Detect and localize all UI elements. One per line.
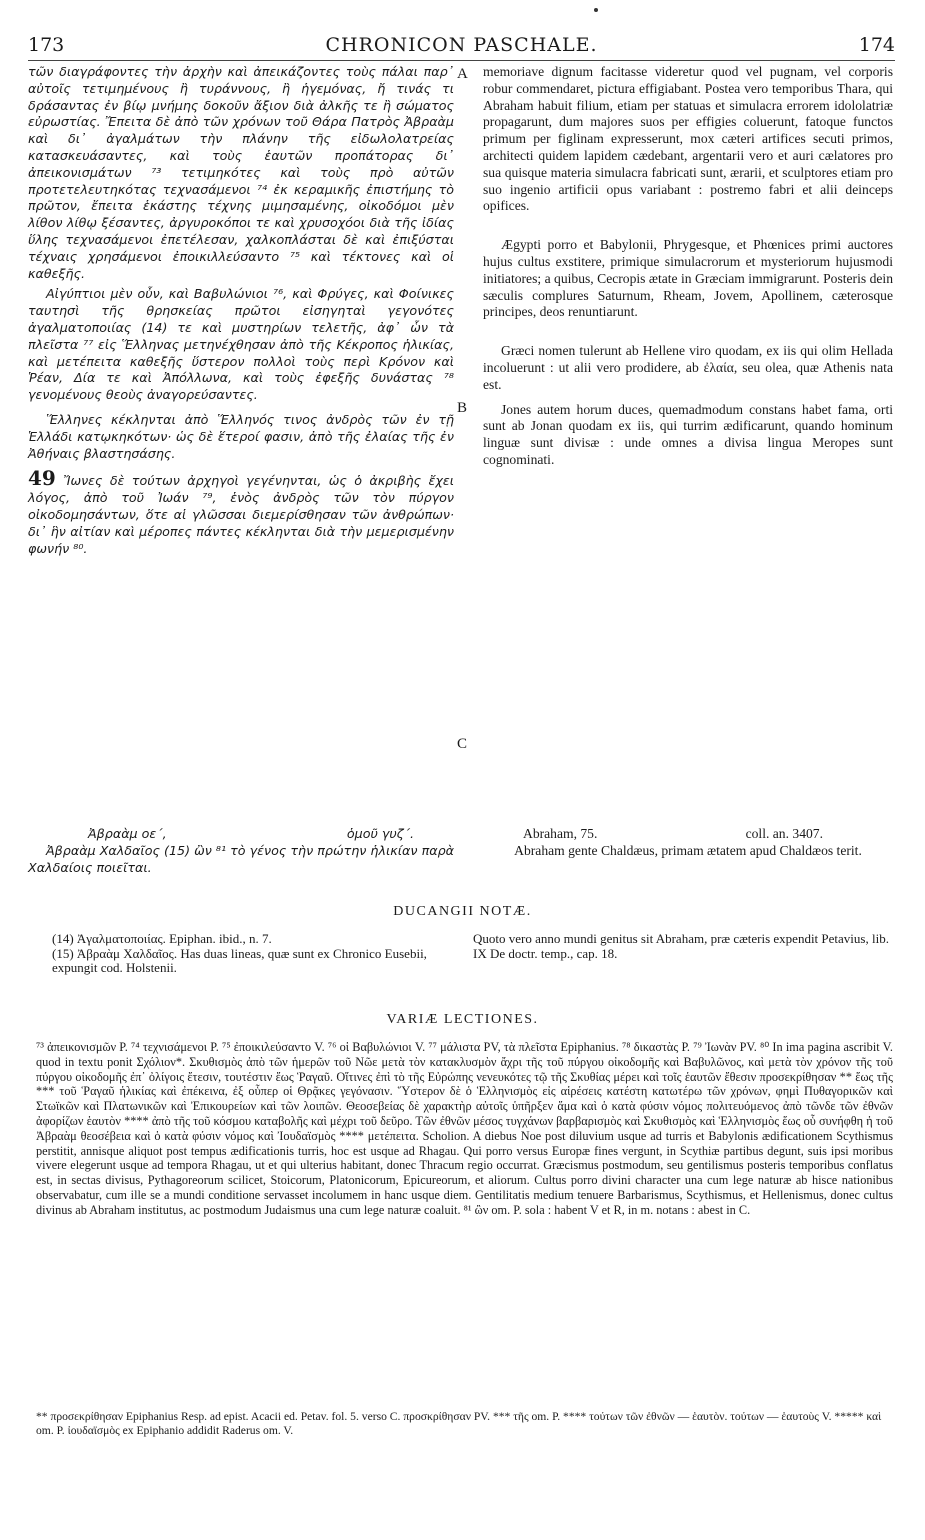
greek-paragraph-text: Ἴωνες δὲ τούτων ἀρχηγοὶ γεγένηνται, ὡς ὁ ἀκριβὴς ἔχει λόγος, ἀπὸ τοῦ Ἰωάν ⁷⁹, ἑνὸς ἀνδρὸς τῶν τὸν πύργον οἰκοδομησάντων, ὅτε αἱ γλῶσσαι διεμερίσθησαν τῶν ἀνθρώπων· δι᾽ ἣν αἰτίαν καὶ μέροπες πάντες κέκληνται διὰ τὴν μεμερισμένην φωνήν ⁸⁰. [28,473,454,556]
greek-paragraph: τῶν διαγράφοντες τὴν ἀρχὴν καὶ ἀπεικάζοντες τοὺς πάλαι παρ᾽ αὐτοῖς τετιμημένους ἢ τυράννους, ἢ ἡγεμόνας, ἤ τινάς τι δράσαντας ἐν βίῳ μνήμης δοκοῦν ἄξιον διὰ ἀλκῆς τε ἢ σώματος εὐρωστίας. Ἔπειτα δὲ ἀπὸ τῶν χρόνων τοῦ Θάρα Πατρὸς Ἀβραὰμ καὶ δι᾽ ἀγαλμάτων τὴν πλάνην τῆς εἰδωλολατρείας κατασκευάσαντες, καὶ τοὺς ἑαυτῶν προπάτορας δι᾽ ἀπεικονισμάτων ⁷³ τετιμηκότες καὶ τοὺς πρὸ αὐτῶν προτετελευτηκότας τεχνασάμενοι ⁷⁴ ἐκ κεραμικῆς ἐπιστήμης τὸ πρῶτον, ἔπειτα ἑκάστης τέχνης μιμησαμένης, οἰκοδόμοι μὲν λίθον λίθῳ ξέσαντες, ἀργυροκόποι τε καὶ χρυσοχόοι διὰ τῆς ἰδίας ὕλης τεχνασάμενοι ἐπετέλεσαν, χαλκοπλάσται δὲ καὶ ἐπιξύσται τέχναις χρησάμενοι ἐποικιλλεύσαντο ⁷⁵ καὶ τέκτονες καὶ οἱ καθεξῆς. [28,64,454,281]
note-15-continued: Quoto vero anno mundi genitus sit Abraham, præ cæteris expendit Petavius, lib. IX De doctr. temp., cap. 18. [473,931,889,961]
abraham-year-line [28,826,454,843]
section-number: 49 [28,466,56,491]
abraham-year-latin: Abraham, 75. [523,826,598,841]
footnote-text: ** προσεκρίθησαν Epiphanius Resp. ad epist. Acacii ed. Petav. fol. 5. verso C. προσκρίθησαν PV. *** τῆς om. P. **** τούτων τῶν ἐθνῶν — ἑαυτὸν. τούτων — ἑαυτοὺς V. ***** καὶ om. P. ἰουδαϊσμὸς ex Epiphanio addidit Raderus om. V. [36,1410,882,1437]
header-rule [28,60,895,61]
latin-paragraph: Jones autem horum duces, quemadmodum constans habet fama, orti sunt ab Jonan quodam ex iis, qui turrim ædificarunt, quando hominum linguæ sunt divisæ : unde omnes a divisa lingua Meropes sunt cognominati. [483,401,893,467]
latin-paragraph: Græci nomen tulerunt ab Hellene viro quodam, ex iis qui olim Hellada incoluerunt : ut alii vero prodidere, ab ἐλαία, seu olea, quæ Athenis nata est. [483,343,893,392]
greek-paragraph: Αἰγύπτιοι μὲν οὖν, καὶ Βαβυλώνιοι ⁷⁶, καὶ Φρύγες, καὶ Φοίνικες ταυτησὶ τῆς θρησκείας πρῶτοι εἰσηγηταὶ γεγονότες ἀγαλματοποιίας (14) τε καὶ μυστηρίων τελετῆς, ἀφ᾽ ὧν τὰ πλεῖστα ⁷⁷ εἰς Ἕλληνας μετηνέχθησαν ἀπὸ τῆς Κέκροπος ἡλικίας, καὶ μετέπειτα καθεξῆς ὕστερον πολλοὶ τοὺς περὶ Κρόνον καὶ Ῥέαν, Δία τε καὶ Ἀπόλλωνα, καὶ τοὺς ἐφεξῆς δυνάστας ⁷⁸ γενομένους θεοὺς ἀναγορεύσαντες. [28,286,454,403]
margin-marker-c: C [457,736,468,752]
note-14: (14) Ἀγαλματοποιίας. Epiphan. ibid., n. 7. [52,931,272,946]
margin-marker-a: A [457,66,468,82]
greek-paragraph-49 [28,466,454,557]
latin-abraham-entry [483,826,893,860]
latin-column [483,64,893,477]
greek-abraham-entry [28,826,454,876]
greek-paragraph: Ἀβραὰμ Χαλδαῖος (15) ὢν ⁸¹ τὸ γένος τὴν πρώτην ἡλικίαν παρὰ Χαλδαίοις ποιεῖται. [28,842,454,875]
print-speck [594,8,598,12]
latin-paragraph: memoriave dignum facitasse videretur quod vel pugnam, vel corporis robur commendaret, pictura effigiabant. Postea vero temporibus Thara, qui Abraham habuit filium, etiam per statuas et simulacra errorem idololatriæ propagarunt, dum majores suos per effigies coluerunt, fatoque functos primum per figlinam expresserunt, mox cæteri artifices secuti primos, architecti quidem lapidem cædebant, argentarii vero et auri cælatores pro sua quisque materia simulacra fabricati sunt, ærarii, et sculptores etiam pro suo ingenio artificii opus variabant : postremo fabri et alii deinceps opifices. [483,64,893,214]
variae-heading: VARIÆ LECTIONES. [386,1012,539,1027]
left-page-number: 173 [28,34,65,56]
greek-paragraph: Ἕλληνες κέκληνται ἀπὸ Ἕλληνός τινος ἀνδρὸς τῶν ἐν τῇ Ἑλλάδι κατῳκηκότων· ὡς δὲ ἕτεροί φασιν, ἀπὸ τῆς ἐλαίας τῆς ἐν Ἀθήναις βλαστησάσης. [28,411,454,461]
variae-lectiones-text: ⁷³ ἀπεικονισμῶν P. ⁷⁴ τεχνισάμενοι P. ⁷⁵ ἐποικιλεύσαντο V. ⁷⁶ οἱ Βαβυλώνιοι V. ⁷⁷ μάλιστα PV, τὰ πλεῖστα Epiphanius. ⁷⁸ δικαστὰς P. ⁷⁹ Ἰωνὰν PV. ⁸⁰ In ima pagina ascribit V. quod in textu ponit Σχόλιον*. Σκυθισμὸς ἀπὸ τῶν ἡμερῶν τοῦ Νῶε μετὰ τὸν κατακλυσμὸν ἄχρι τῆς τοῦ πύργου οἰκοδομῆς καὶ Βαβυλῶνος, καὶ μετὰ τὸν χρόνον τῆς τοῦ πύργου οἰκοδομῆς ἐπ᾽ ὀλίγοις ἔτεσιν, τουτέστιν ἕως Ῥαγαῦ. Οἵτινες ἐπὶ τὸ τῆς Εὐρώπης νενευκότες τῷ τῆς Σκυθίας μέρει καὶ τοῖς ἑαυτῶν ἔθεσιν προσεκρίθησαν ** ἕως τῆς *** τοῦ Ῥαγαῦ ἡλικίας καὶ ἐπέκεινα, ἐξ οὗπερ οἱ Θρᾷκες γεγόνασιν. Ὕστερον δὲ ὁ Ἑλληνισμὸς εἰς αἱρέσεις κατέστη κατωτέρω τῶν χρόνων, φημὶ Πυθαγορικῶν καὶ Στωϊκῶν καὶ Πλατωνικῶν καὶ Ἐπικουρείων καὶ τῶν λοιπῶν. Θεοσεβείας δὲ χαρακτὴρ αὐτοῖς ὑπῆρξεν ἅμα καὶ ὁ κατὰ φύσιν νόμος πολιτευόμενος ἀπὸ τῶνδε τῶν ἐθνῶν ἀφορίζων ἑαυτὸν **** ἀπὸ τῆς τοῦ κόσμου καταβολῆς καὶ μέχρι τοῦ δεῦρο. Τῶν ἐθνῶν μέσος τυγχάνων βαρβαρισμὸς καὶ Σκυθισμὸς καὶ Ἑλληνισμὸς ἕως οὗ συνήφθη ἡ τοῦ Ἀβραὰμ θεοσέβεια καὶ ὁ κατὰ φύσιν νόμος καὶ Ἰουδαϊσμὸς **** μετέπειτα. Scholion. A diebus Noe post diluvium usque ad turris et Babylonis ædificationem Scythismus perstitit, annisque aliquot post tempus ædificationis turris, hoc est usque ad Rhagau. Qui porro versus Europæ fines vergunt, in Scythiæ partibus degunt, suis ipsi moribus vivere elegerunt usque ad tempora Rhagau, ut et qui ulterius habitant, donec Thracum regio occurrat. Græcismus postmodum, seu gentilismus posteris temporibus conflatus est, in sectas divisus, Pythagoreorum scilicet, Stoicorum, Platonicorum, Epicureorum, et aliorum. Cultus porro divini character una cum lege naturæ ab hisce nationibus observabatur, cum ille se a mundi conditione servasset incolumem in hanc usque diem. Gentilitatis medium tenuere Barbarismus, Scythismus, et Hellenismus, donec cultus divinus ab Abraham institutus, ac postmodum Judaismus una cum lege naturæ coaluit. ⁸¹ ὢν om. P. sola : habent V et R, in m. notans : abest in C. [36,1040,893,1217]
ducange-heading: DUCANGII NOTÆ. [393,904,532,919]
abraham-year-greek: Ἀβραὰμ οε´, [88,826,167,841]
abraham-coll-latin: coll. an. 3407. [745,826,823,841]
latin-paragraph: Abraham gente Chaldæus, primam ætatem apud Chaldæos terit. [514,842,862,858]
ducange-notes-right [473,932,893,961]
right-page-number: 174 [858,34,895,56]
running-title: CHRONICON PASCHALE. [325,34,598,56]
abraham-coll-greek: ὁμοῦ γυζ´. [346,826,414,841]
abraham-year-line [483,826,893,843]
running-header [28,34,895,60]
latin-paragraph: Ægypti porro et Babylonii, Phrygesque, et Phœnices primi auctores hujus cultus exstitere, primique simulacrorum et mysteriorum hujusmodi initiatores; a quibus, Cecropis ætate in Græciam immigrarunt. Posteris dein sæculis complures Saturnum, Rheam, Jovem, Apollinem, cæterosque principes, deos renuntiarunt. [483,237,893,320]
ducange-notes-left [52,932,472,976]
margin-marker-b: B [457,400,468,416]
greek-column [28,64,454,565]
note-15: (15) Ἀβραὰμ Χαλδαῖος. Has duas lineas, quæ sunt ex Chronico Eusebii, expungit cod. Holstenii. [52,945,427,976]
